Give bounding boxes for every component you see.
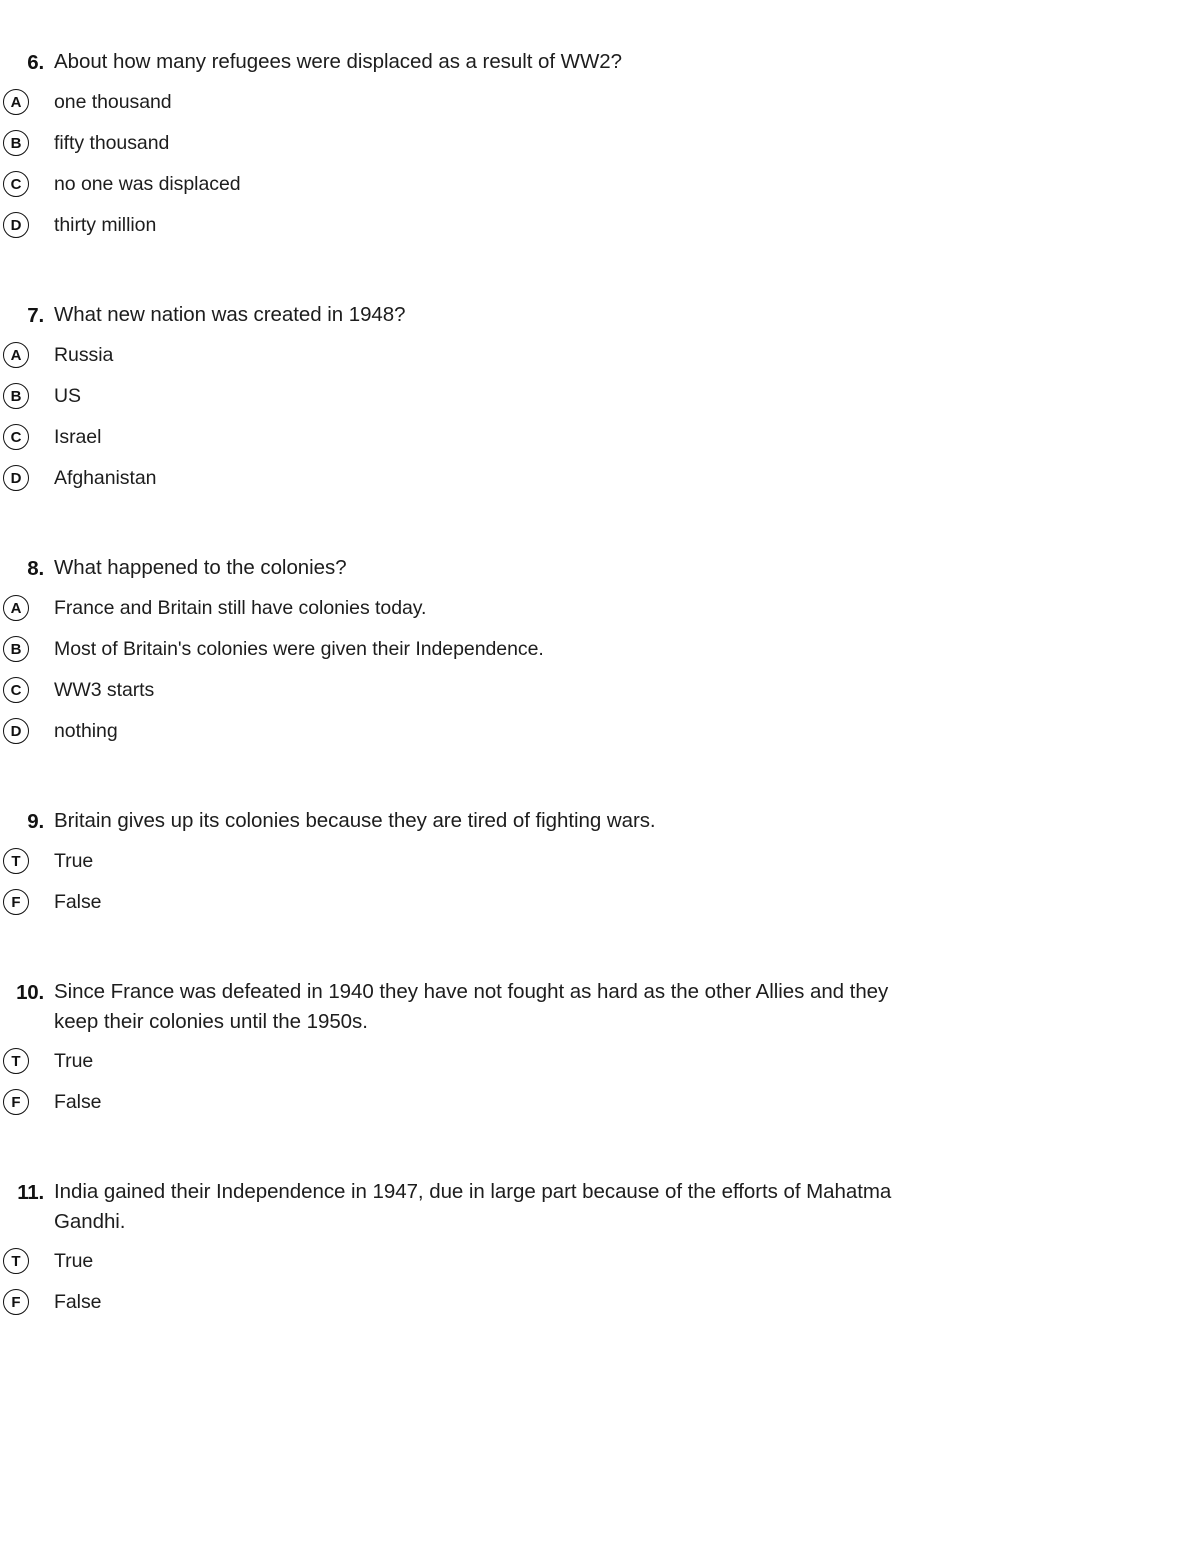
option-text[interactable]: False xyxy=(54,1291,102,1313)
option-text[interactable]: fifty thousand xyxy=(54,132,170,154)
option-row[interactable] xyxy=(0,463,1200,504)
question-block xyxy=(0,806,1200,928)
option-row[interactable] xyxy=(0,634,1200,675)
option-row[interactable] xyxy=(0,340,1200,381)
question-stem xyxy=(0,806,1200,837)
option-row[interactable] xyxy=(0,846,1200,887)
question-stem xyxy=(0,47,1200,78)
question-number: 11. xyxy=(17,1181,44,1204)
option-text[interactable]: False xyxy=(54,891,102,913)
option-text[interactable]: True xyxy=(54,1050,94,1072)
option-bubble-b[interactable]: B xyxy=(3,383,29,409)
option-bubble-cell xyxy=(0,675,44,703)
option-text[interactable]: France and Britain still have colonies today. xyxy=(54,597,427,619)
question-block xyxy=(0,300,1200,504)
option-row[interactable] xyxy=(0,128,1200,169)
option-row[interactable] xyxy=(0,675,1200,716)
option-bubble-cell xyxy=(0,128,44,156)
option-bubble-cell xyxy=(0,210,44,238)
option-text[interactable]: Russia xyxy=(54,344,114,366)
question-number: 6. xyxy=(27,51,44,74)
question-number: 8. xyxy=(27,557,44,580)
question-text: Britain gives up its colonies because they are tired of fighting wars. xyxy=(54,809,656,832)
option-list xyxy=(0,340,1200,504)
option-row[interactable] xyxy=(0,169,1200,210)
option-row[interactable] xyxy=(0,716,1200,757)
option-bubble-c[interactable]: C xyxy=(3,171,29,197)
option-row[interactable] xyxy=(0,887,1200,928)
option-row[interactable] xyxy=(0,1287,1200,1328)
option-bubble-cell xyxy=(0,1246,44,1274)
option-text[interactable]: US xyxy=(54,385,81,407)
option-bubble-cell xyxy=(0,422,44,450)
option-row[interactable] xyxy=(0,422,1200,463)
question-number: 9. xyxy=(27,810,44,833)
option-bubble-b[interactable]: B xyxy=(3,636,29,662)
option-bubble-a[interactable]: A xyxy=(3,595,29,621)
option-bubble-cell xyxy=(0,846,44,874)
option-bubble-cell xyxy=(0,381,44,409)
question-text: What happened to the colonies? xyxy=(54,556,347,579)
option-bubble-cell xyxy=(0,1287,44,1315)
option-bubble-cell xyxy=(0,463,44,491)
option-bubble-cell xyxy=(0,169,44,197)
option-bubble-c[interactable]: C xyxy=(3,677,29,703)
option-bubble-a[interactable]: A xyxy=(3,342,29,368)
option-text[interactable]: no one was displaced xyxy=(54,173,241,195)
option-text[interactable]: False xyxy=(54,1091,102,1113)
question-block xyxy=(0,977,1200,1128)
option-list xyxy=(0,846,1200,928)
option-bubble-d[interactable]: D xyxy=(3,718,29,744)
question-text: Since France was defeated in 1940 they have not fought as hard as the other Allies and they keep their colonies until the 1950s. xyxy=(54,980,889,1033)
option-text[interactable]: nothing xyxy=(54,720,118,742)
option-text[interactable]: WW3 starts xyxy=(54,679,155,701)
option-text[interactable]: Most of Britain's colonies were given their Independence. xyxy=(54,638,544,660)
option-bubble-cell xyxy=(0,716,44,744)
option-bubble-cell xyxy=(0,1046,44,1074)
option-bubble-f[interactable]: F xyxy=(3,1289,29,1315)
question-stem xyxy=(0,300,1200,331)
question-number: 7. xyxy=(27,304,44,327)
question-stem xyxy=(0,553,1200,584)
question-block xyxy=(0,47,1200,251)
option-bubble-f[interactable]: F xyxy=(3,889,29,915)
option-row[interactable] xyxy=(0,1246,1200,1287)
option-row[interactable] xyxy=(0,1087,1200,1128)
option-bubble-b[interactable]: B xyxy=(3,130,29,156)
question-list xyxy=(0,47,1200,1328)
option-bubble-d[interactable]: D xyxy=(3,465,29,491)
question-number: 10. xyxy=(16,981,44,1004)
question-stem xyxy=(0,1177,1200,1237)
option-list xyxy=(0,1246,1200,1328)
option-bubble-cell xyxy=(0,634,44,662)
option-text[interactable]: Afghanistan xyxy=(54,467,157,489)
option-bubble-t[interactable]: T xyxy=(3,848,29,874)
option-row[interactable] xyxy=(0,87,1200,128)
option-bubble-cell xyxy=(0,1087,44,1115)
question-block xyxy=(0,1177,1200,1328)
option-row[interactable] xyxy=(0,210,1200,251)
option-bubble-c[interactable]: C xyxy=(3,424,29,450)
question-text: India gained their Independence in 1947, due in large part because of the efforts of Mahatma Gandhi. xyxy=(54,1180,892,1233)
option-row[interactable] xyxy=(0,381,1200,422)
option-text[interactable]: True xyxy=(54,1250,94,1272)
option-bubble-cell xyxy=(0,87,44,115)
question-block xyxy=(0,553,1200,757)
option-list xyxy=(0,87,1200,251)
option-bubble-cell xyxy=(0,593,44,621)
option-bubble-f[interactable]: F xyxy=(3,1089,29,1115)
option-list xyxy=(0,1046,1200,1128)
option-bubble-a[interactable]: A xyxy=(3,89,29,115)
question-text: What new nation was created in 1948? xyxy=(54,303,406,326)
option-row[interactable] xyxy=(0,593,1200,634)
option-text[interactable]: one thousand xyxy=(54,91,172,113)
option-bubble-t[interactable]: T xyxy=(3,1048,29,1074)
option-bubble-cell xyxy=(0,340,44,368)
option-bubble-t[interactable]: T xyxy=(3,1248,29,1274)
question-text: About how many refugees were displaced as a result of WW2? xyxy=(54,50,622,73)
option-text[interactable]: Israel xyxy=(54,426,102,448)
option-row[interactable] xyxy=(0,1046,1200,1087)
option-text[interactable]: True xyxy=(54,850,94,872)
question-stem xyxy=(0,977,1200,1037)
option-list xyxy=(0,593,1200,757)
option-text[interactable]: thirty million xyxy=(54,214,157,236)
option-bubble-d[interactable]: D xyxy=(3,212,29,238)
option-bubble-cell xyxy=(0,887,44,915)
